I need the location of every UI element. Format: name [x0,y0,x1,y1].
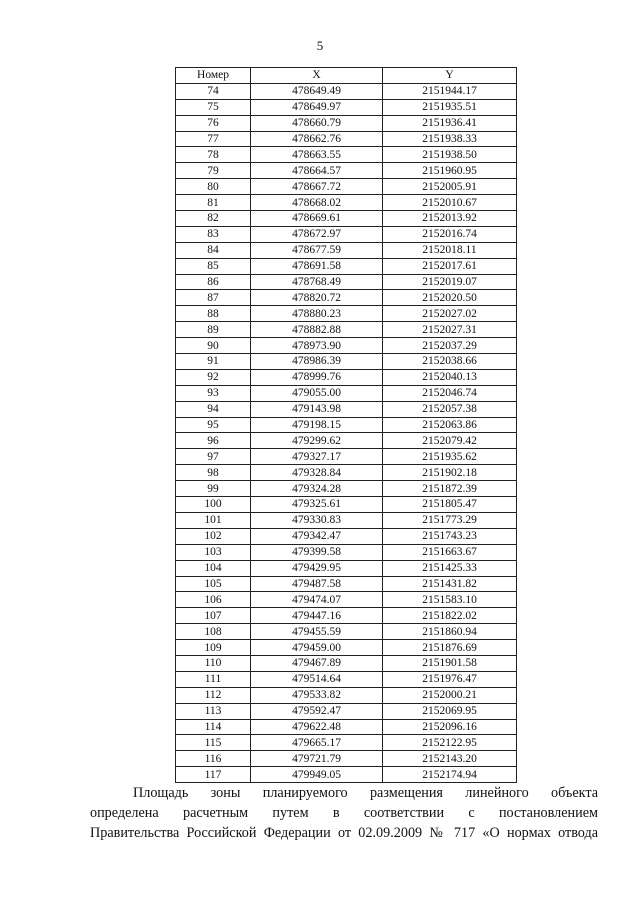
cell-number: 88 [176,306,251,322]
cell-y: 2151935.51 [383,99,517,115]
cell-number: 78 [176,147,251,163]
table-row [176,401,517,417]
cell-number: 93 [176,385,251,401]
cell-x: 478667.72 [251,179,383,195]
table-row [176,497,517,513]
cell-y: 2151872.39 [383,481,517,497]
cell-y: 2152037.29 [383,338,517,354]
cell-x: 479721.79 [251,751,383,767]
cell-x: 479467.89 [251,655,383,671]
cell-x: 479474.07 [251,592,383,608]
cell-x: 478880.23 [251,306,383,322]
cell-number: 112 [176,687,251,703]
column-header-x: X [251,68,383,84]
table-row [176,767,517,783]
page-number: 5 [316,38,324,53]
cell-y: 2152096.16 [383,719,517,735]
cell-x: 479514.64 [251,671,383,687]
cell-x: 478820.72 [251,290,383,306]
cell-y: 2152020.50 [383,290,517,306]
table-row [176,608,517,624]
cell-y: 2151902.18 [383,465,517,481]
table-row [176,640,517,656]
table-row [176,147,517,163]
cell-y: 2152017.61 [383,258,517,274]
table-row [176,179,517,195]
cell-x: 479487.58 [251,576,383,592]
table-row [176,560,517,576]
cell-x: 478691.58 [251,258,383,274]
table-row [176,274,517,290]
cell-y: 2152174.94 [383,767,517,783]
table-row [176,322,517,338]
cell-x: 478663.55 [251,147,383,163]
cell-y: 2151901.58 [383,655,517,671]
cell-number: 105 [176,576,251,592]
table-row [176,131,517,147]
table-row [176,433,517,449]
cell-y: 2151944.17 [383,83,517,99]
cell-x: 479949.05 [251,767,383,783]
table-row [176,592,517,608]
cell-y: 2152027.02 [383,306,517,322]
cell-y: 2151860.94 [383,624,517,640]
cell-x: 478664.57 [251,163,383,179]
cell-y: 2151425.33 [383,560,517,576]
cell-y: 2151743.23 [383,528,517,544]
cell-x: 479342.47 [251,528,383,544]
table-row [176,719,517,735]
table-row [176,449,517,465]
cell-y: 2152079.42 [383,433,517,449]
cell-x: 479143.98 [251,401,383,417]
cell-number: 95 [176,417,251,433]
cell-x: 478768.49 [251,274,383,290]
cell-y: 2151805.47 [383,497,517,513]
table-row [176,385,517,401]
cell-x: 478660.79 [251,115,383,131]
cell-y: 2152027.31 [383,322,517,338]
cell-x: 479533.82 [251,687,383,703]
column-header-number: Номер [176,68,251,84]
cell-x: 478668.02 [251,195,383,211]
cell-number: 83 [176,226,251,242]
cell-y: 2152057.38 [383,401,517,417]
column-header-y: Y [383,68,517,84]
table-row [176,163,517,179]
cell-number: 113 [176,703,251,719]
table-row [176,751,517,767]
cell-number: 96 [176,433,251,449]
cell-y: 2151822.02 [383,608,517,624]
cell-x: 479299.62 [251,433,383,449]
cell-y: 2151876.69 [383,640,517,656]
cell-number: 101 [176,512,251,528]
cell-number: 75 [176,99,251,115]
cell-y: 2152122.95 [383,735,517,751]
table-row [176,417,517,433]
cell-y: 2152010.67 [383,195,517,211]
cell-y: 2151431.82 [383,576,517,592]
cell-x: 479592.47 [251,703,383,719]
cell-y: 2152143.20 [383,751,517,767]
cell-x: 478973.90 [251,338,383,354]
cell-y: 2151938.50 [383,147,517,163]
table-row [176,354,517,370]
cell-x: 479327.17 [251,449,383,465]
table-row [176,512,517,528]
cell-number: 117 [176,767,251,783]
cell-number: 86 [176,274,251,290]
cell-x: 479447.16 [251,608,383,624]
cell-x: 478649.49 [251,83,383,99]
cell-number: 98 [176,465,251,481]
table-row [176,99,517,115]
cell-y: 2152018.11 [383,242,517,258]
cell-x: 479324.28 [251,481,383,497]
cell-x: 478672.97 [251,226,383,242]
cell-x: 478677.59 [251,242,383,258]
cell-number: 85 [176,258,251,274]
cell-number: 104 [176,560,251,576]
cell-number: 106 [176,592,251,608]
cell-y: 2152016.74 [383,226,517,242]
cell-x: 479622.48 [251,719,383,735]
cell-y: 2151960.95 [383,163,517,179]
cell-x: 479455.59 [251,624,383,640]
table-row [176,624,517,640]
cell-number: 111 [176,671,251,687]
table-row [176,338,517,354]
cell-number: 80 [176,179,251,195]
table-row [176,258,517,274]
cell-number: 108 [176,624,251,640]
cell-y: 2152038.66 [383,354,517,370]
table-row [176,576,517,592]
cell-number: 91 [176,354,251,370]
cell-number: 97 [176,449,251,465]
body-paragraph [90,783,598,843]
cell-x: 479429.95 [251,560,383,576]
table-row [176,481,517,497]
cell-number: 90 [176,338,251,354]
cell-number: 81 [176,195,251,211]
table-row [176,83,517,99]
cell-number: 109 [176,640,251,656]
table-row [176,211,517,227]
cell-x: 479198.15 [251,417,383,433]
table-row [176,703,517,719]
cell-y: 2152040.13 [383,369,517,385]
cell-number: 94 [176,401,251,417]
cell-number: 110 [176,655,251,671]
cell-y: 2151583.10 [383,592,517,608]
table-row [176,735,517,751]
cell-y: 2152046.74 [383,385,517,401]
table-row [176,544,517,560]
cell-number: 115 [176,735,251,751]
table-header-row [176,68,517,84]
cell-number: 89 [176,322,251,338]
cell-x: 479055.00 [251,385,383,401]
table-row [176,195,517,211]
table-row [176,242,517,258]
cell-x: 479399.58 [251,544,383,560]
cell-number: 103 [176,544,251,560]
cell-x: 478649.97 [251,99,383,115]
cell-number: 87 [176,290,251,306]
cell-x: 479665.17 [251,735,383,751]
cell-y: 2152013.92 [383,211,517,227]
table-row [176,528,517,544]
cell-number: 114 [176,719,251,735]
cell-x: 479330.83 [251,512,383,528]
cell-number: 82 [176,211,251,227]
table-body [176,83,517,782]
cell-number: 116 [176,751,251,767]
table-row [176,290,517,306]
cell-x: 478882.88 [251,322,383,338]
table-row [176,226,517,242]
paragraph-line: Площадь зоны планируемого размещения линейного объекта [133,785,598,801]
cell-y: 2151938.33 [383,131,517,147]
cell-y: 2152000.21 [383,687,517,703]
cell-y: 2151935.62 [383,449,517,465]
cell-x: 479325.61 [251,497,383,513]
cell-y: 2152005.91 [383,179,517,195]
cell-number: 107 [176,608,251,624]
cell-y: 2152019.07 [383,274,517,290]
table-row [176,655,517,671]
coordinates-table [175,67,517,783]
cell-number: 77 [176,131,251,147]
cell-number: 102 [176,528,251,544]
table-row [176,687,517,703]
cell-x: 479328.84 [251,465,383,481]
cell-x: 479459.00 [251,640,383,656]
table-row [176,115,517,131]
cell-y: 2151663.67 [383,544,517,560]
cell-number: 92 [176,369,251,385]
cell-number: 100 [176,497,251,513]
cell-x: 478999.76 [251,369,383,385]
cell-number: 76 [176,115,251,131]
paragraph-line: определена расчетным путем в соответствии с постановлением [90,805,598,821]
cell-y: 2151976.47 [383,671,517,687]
cell-number: 84 [176,242,251,258]
table-row [176,369,517,385]
cell-y: 2151936.41 [383,115,517,131]
table-row [176,465,517,481]
cell-x: 478986.39 [251,354,383,370]
table-row [176,306,517,322]
table-row [176,671,517,687]
cell-number: 99 [176,481,251,497]
cell-number: 79 [176,163,251,179]
cell-number: 74 [176,83,251,99]
cell-y: 2151773.29 [383,512,517,528]
cell-x: 478669.61 [251,211,383,227]
cell-y: 2152063.86 [383,417,517,433]
cell-x: 478662.76 [251,131,383,147]
paragraph-line: Правительства Российской Федерации от 02.09.2009 № 717 «О нормах отвода [90,825,598,841]
cell-y: 2152069.95 [383,703,517,719]
